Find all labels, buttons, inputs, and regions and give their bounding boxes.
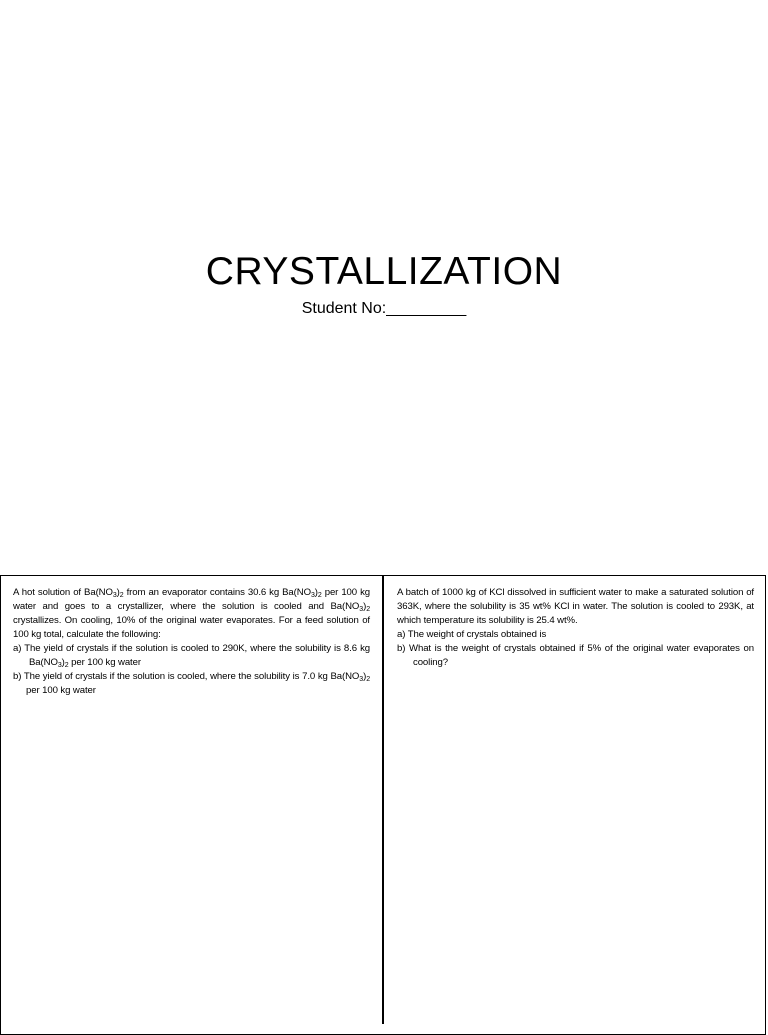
- column-divider: [382, 575, 384, 1024]
- problem-right-item-b: b) What is the weight of crystals obtained if 5% of the original water evaporates on cooling?: [397, 643, 754, 668]
- problem-left-intro: A hot solution of $Ba(NO_3)_2$ from an evaporator contains 30.6 kg $Ba(NO_3)_2$ per 100 kg water and goes to a crystallizer, where the solution is cooled and $Ba(NO_3)_2$ crystallizes. On cooling, 10% of the original water evaporates. For a feed solution of 100 kg total, calculate the following:: [13, 587, 371, 640]
- student-number-label: Student No:_________: [301, 300, 467, 317]
- problem-left-item-a: a) The yield of crystals if the solution is cooled to 290K, where the solubility is 8.6 kg $Ba(NO_3)_2$ per 100 kg water: [13, 643, 370, 669]
- problem-left: [13, 586, 370, 698]
- problem-right: [397, 586, 754, 670]
- problem-left-item-b: b) The yield of crystals if the solution is cooled, where the solubility is 7.0 kg $Ba(NO_3)_2$ per 100 kg water: [13, 671, 370, 696]
- problem-right-item-a: a) The weight of crystals obtained is: [397, 629, 547, 640]
- problem-right-intro: A batch of 1000 kg of KCl dissolved in sufficient water to make a saturated solution of 363K, where the solubility is 35 wt% KCl in water. The solution is cooled to 293K, at which temperature its solubility is 25.4 wt%.: [397, 587, 754, 626]
- page-title: CRYSTALLIZATION: [205, 250, 563, 293]
